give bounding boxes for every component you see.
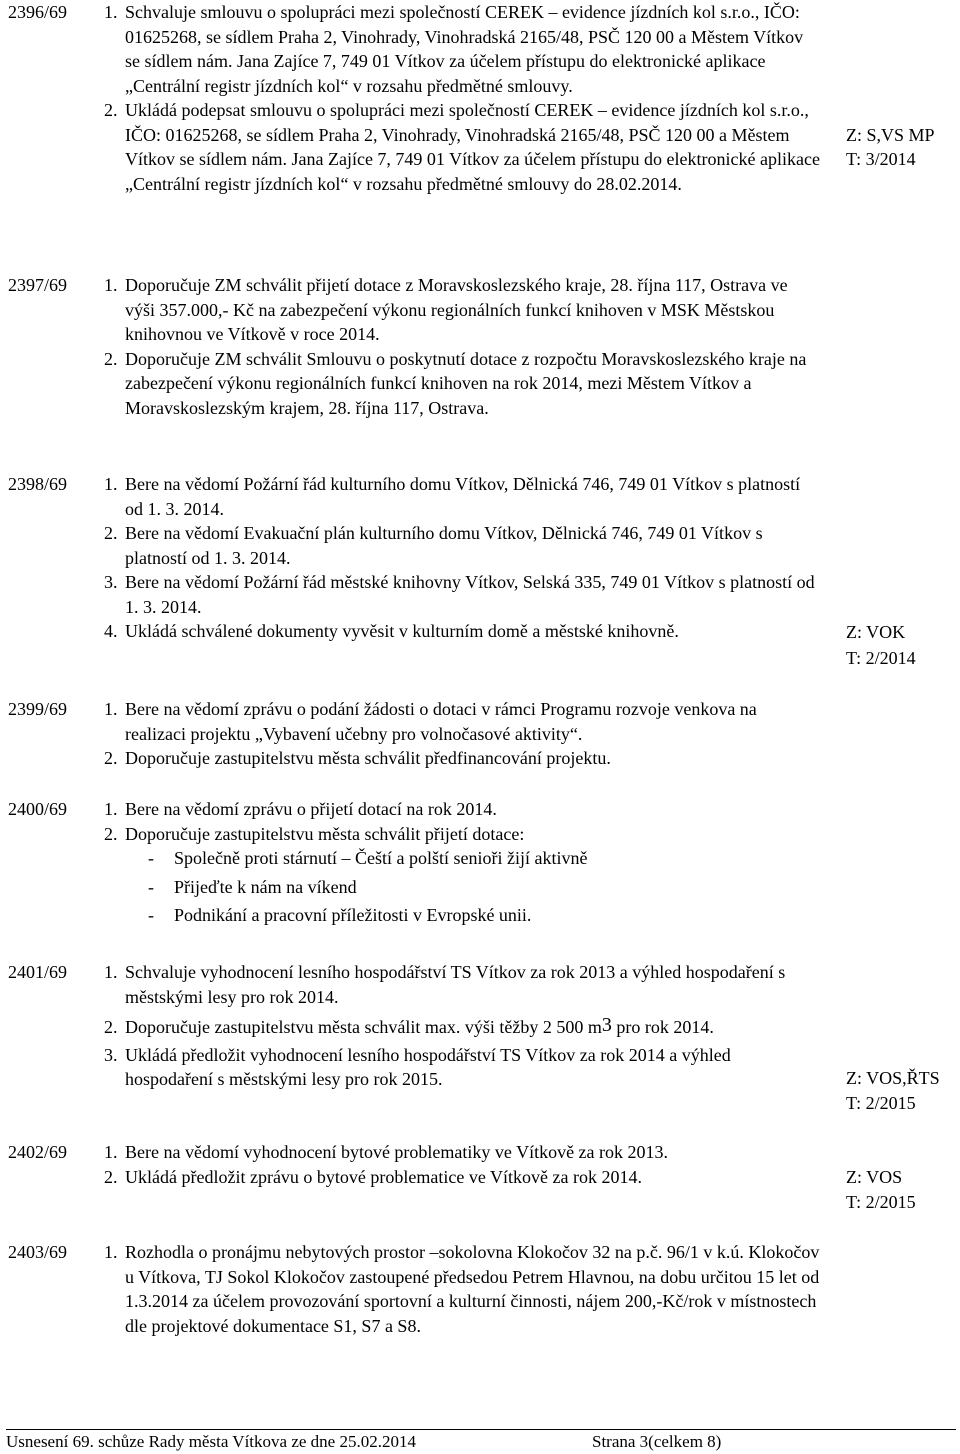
item-number: 2. <box>104 823 118 844</box>
list-item-text: Podnikání a pracovní příležitosti v Evropské unii. <box>174 905 532 925</box>
resolution-item <box>104 1140 820 1165</box>
item-text: Doporučuje ZM schválit Smlouvu o poskytnutí dotace z rozpočtu Moravskoslezského kraje na zabezpečení výkonu regionálních funkcí knihoven na rok 2014, mezi Městem Vítkov a Moravskoslezským krajem, 28. října 117, Ostrava. <box>125 348 807 418</box>
resolution-item <box>104 1165 820 1190</box>
item-text: Bere na vědomí Požární řád městské knihovny Vítkov, Selská 335, 749 01 Vítkov s platností od 1. 3. 2014. <box>125 572 815 617</box>
item-text: Doporučuje zastupitelstvu města schválit max. výši těžby 2 500 m <box>125 1017 602 1037</box>
item-text: Bere na vědomí zprávu o podání žádosti o dotaci v rámci Programu rozvoje venkova na realizaci projektu „Vybavení učebny pro volnočasové aktivity“. <box>125 699 757 744</box>
resolution-item <box>104 960 820 1009</box>
item-text: Ukládá předložit vyhodnocení lesního hospodářství TS Vítkov za rok 2014 a výhled hospodaření s městskými lesy pro rok 2015. <box>125 1044 731 1089</box>
list-item <box>104 846 820 871</box>
resolution-items <box>104 697 820 771</box>
page-footer <box>6 1429 956 1454</box>
list-dash: - <box>148 848 154 868</box>
resolution-number: 2402/69 <box>8 1142 68 1162</box>
resolution-item <box>104 797 820 822</box>
resolution-item <box>104 521 820 570</box>
resolution-item <box>104 697 820 746</box>
item-number: 1. <box>104 1242 118 1262</box>
item-number: 1. <box>104 799 118 819</box>
resolution-item <box>104 746 820 771</box>
resolution-items <box>104 0 820 196</box>
resolution-item <box>104 619 820 644</box>
item-text: Doporučuje zastupitelstvu města schválit předfinancování projektu. <box>125 748 611 768</box>
item-number: 1. <box>104 2 118 22</box>
item-text: Ukládá schválené dokumenty vyvěsit v kulturním domě a městské knihovně. <box>125 621 679 641</box>
resolution-items <box>104 960 820 1092</box>
item-text-tail: pro rok 2014. <box>611 1017 714 1037</box>
resolution-number: 2399/69 <box>8 699 68 719</box>
resolution-item <box>104 0 820 98</box>
item-text: Doporučuje ZM schválit přijetí dotace z Moravskoslezského kraje, 28. října 117, Ostrava ve výši 357.000,- Kč na zabezpečení výkonu regionálních funkcí knihoven v MSK Městskou knihovnou ve Vítkově v roce 2014. <box>125 275 788 344</box>
footer-meeting-info: Usnesení 69. schůze Rady města Vítkova ze dne 25.02.2014 <box>6 1432 416 1451</box>
resolution-item <box>104 347 820 421</box>
task-deadline: T: 3/2014 <box>846 149 916 169</box>
item-number: 2. <box>104 1166 118 1187</box>
resolution-number: 2401/69 <box>8 962 68 982</box>
resolution-items <box>104 797 820 928</box>
resolution-items <box>104 472 820 644</box>
item-text: Schvaluje vyhodnocení lesního hospodářství TS Vítkov za rok 2013 a výhled hospodaření s městskými lesy pro rok 2014. <box>125 962 786 1007</box>
item-text: Schvaluje smlouvu o spolupráci mezi společností CEREK – evidence jízdních kol s.r.o., IČO: 01625268, se sídlem Praha 2, Vinohrady, Vinohradská 2165/48, PSČ 120 00 a Městem Vítkov se sídlem nám. Jana Zajíce 7, 749 01 Vítkov za účelem přístupu do elektronické aplikace „Centrální registr jízdních kol“ v rozsahu předmětné smlouvy. <box>125 2 804 96</box>
task-deadline: T: 2/2015 <box>846 1192 916 1212</box>
item-text: Rozhodla o pronájmu nebytových prostor –sokolovna Klokočov 32 na p.č. 96/1 v k.ú. Klokočov u Vítkova, TJ Sokol Klokočov zastoupené předsedou Petrem Hlavnou, na dobu určitou 15 let od 1.3.2014 za účelem provozování sportovní a kulturní činnosti, nájem 200,-Kč/rok v místnostech dle projektové dokumentace S1, S7 a S8. <box>125 1242 820 1336</box>
item-number: 2. <box>104 523 118 543</box>
task-responsible: Z: VOS,ŘTS <box>846 1068 940 1088</box>
task-responsible: Z: S,VS MP <box>846 125 935 145</box>
item-number: 2. <box>104 1017 118 1037</box>
item-number: 2. <box>104 100 118 120</box>
resolution-number: 2400/69 <box>8 799 68 819</box>
list-dash: - <box>148 905 154 925</box>
list-item-text: Přijeďte k nám na víkend <box>174 876 357 897</box>
resolution-items <box>104 1140 820 1189</box>
resolution-number: 2396/69 <box>8 2 68 22</box>
resolution-item <box>104 273 820 347</box>
item-number: 3. <box>104 1044 118 1065</box>
list-dash: - <box>148 876 154 897</box>
item-number: 1. <box>104 962 118 982</box>
list-item <box>104 875 820 900</box>
resolution-item <box>104 472 820 521</box>
resolution-item <box>104 1240 820 1338</box>
item-text: Bere na vědomí zprávu o přijetí dotací na rok 2014. <box>125 799 497 819</box>
superscript: 3 <box>601 1014 612 1036</box>
item-number: 1. <box>104 275 118 295</box>
item-number: 3. <box>104 572 118 592</box>
resolution-number: 2398/69 <box>8 474 68 494</box>
item-number: 4. <box>104 621 118 641</box>
item-number: 1. <box>104 474 118 494</box>
item-text: Ukládá podepsat smlouvu o spolupráci mezi společností CEREK – evidence jízdních kol s.r.o., IČO: 01625268, se sídlem Praha 2, Vinohrady, Vinohradská 2165/48, PSČ 120 00 a Městem Vítkov se sídlem nám. Jana Zajíce 7, 749 01 Vítkov za účelem přístupu do elektronické aplikace „Centrální registr jízdních kol“ v rozsahu předmětné smlouvy do 28.02.2014. <box>125 100 820 194</box>
page-number: Strana 3(celkem 8) <box>592 1432 722 1451</box>
resolution-item <box>104 98 820 196</box>
item-number: 2. <box>104 348 118 369</box>
resolution-items <box>104 1240 820 1338</box>
resolution-number: 2403/69 <box>8 1242 68 1262</box>
item-text: Doporučuje zastupitelstvu města schválit přijetí dotace: <box>125 823 525 844</box>
task-deadline: T: 2/2014 <box>846 648 916 668</box>
task-responsible: Z: VOK <box>846 622 906 642</box>
resolution-items <box>104 273 820 420</box>
item-text: Bere na vědomí vyhodnocení bytové problematiky ve Vítkově za rok 2013. <box>125 1142 669 1162</box>
item-text: Bere na vědomí Evakuační plán kulturního domu Vítkov, Dělnická 746, 749 01 Vítkov s platností od 1. 3. 2014. <box>125 523 763 568</box>
resolution-number: 2397/69 <box>8 275 68 295</box>
resolution-item <box>104 822 820 847</box>
list-item <box>104 903 820 928</box>
item-number: 1. <box>104 699 118 719</box>
resolution-item <box>104 1043 820 1092</box>
task-responsible: Z: VOS <box>846 1167 903 1187</box>
item-number: 1. <box>104 1142 118 1162</box>
item-text: Bere na vědomí Požární řád kulturního domu Vítkov, Dělnická 746, 749 01 Vítkov s platností od 1. 3. 2014. <box>125 474 801 519</box>
item-number: 2. <box>104 748 118 768</box>
resolution-item <box>104 570 820 619</box>
list-item-text: Společně proti stárnutí – Čeští a polští senioři žijí aktivně <box>174 848 588 868</box>
item-text: Ukládá předložit zprávu o bytové problematice ve Vítkově za rok 2014. <box>125 1166 642 1187</box>
resolution-item <box>104 1015 820 1040</box>
task-deadline: T: 2/2015 <box>846 1093 916 1113</box>
